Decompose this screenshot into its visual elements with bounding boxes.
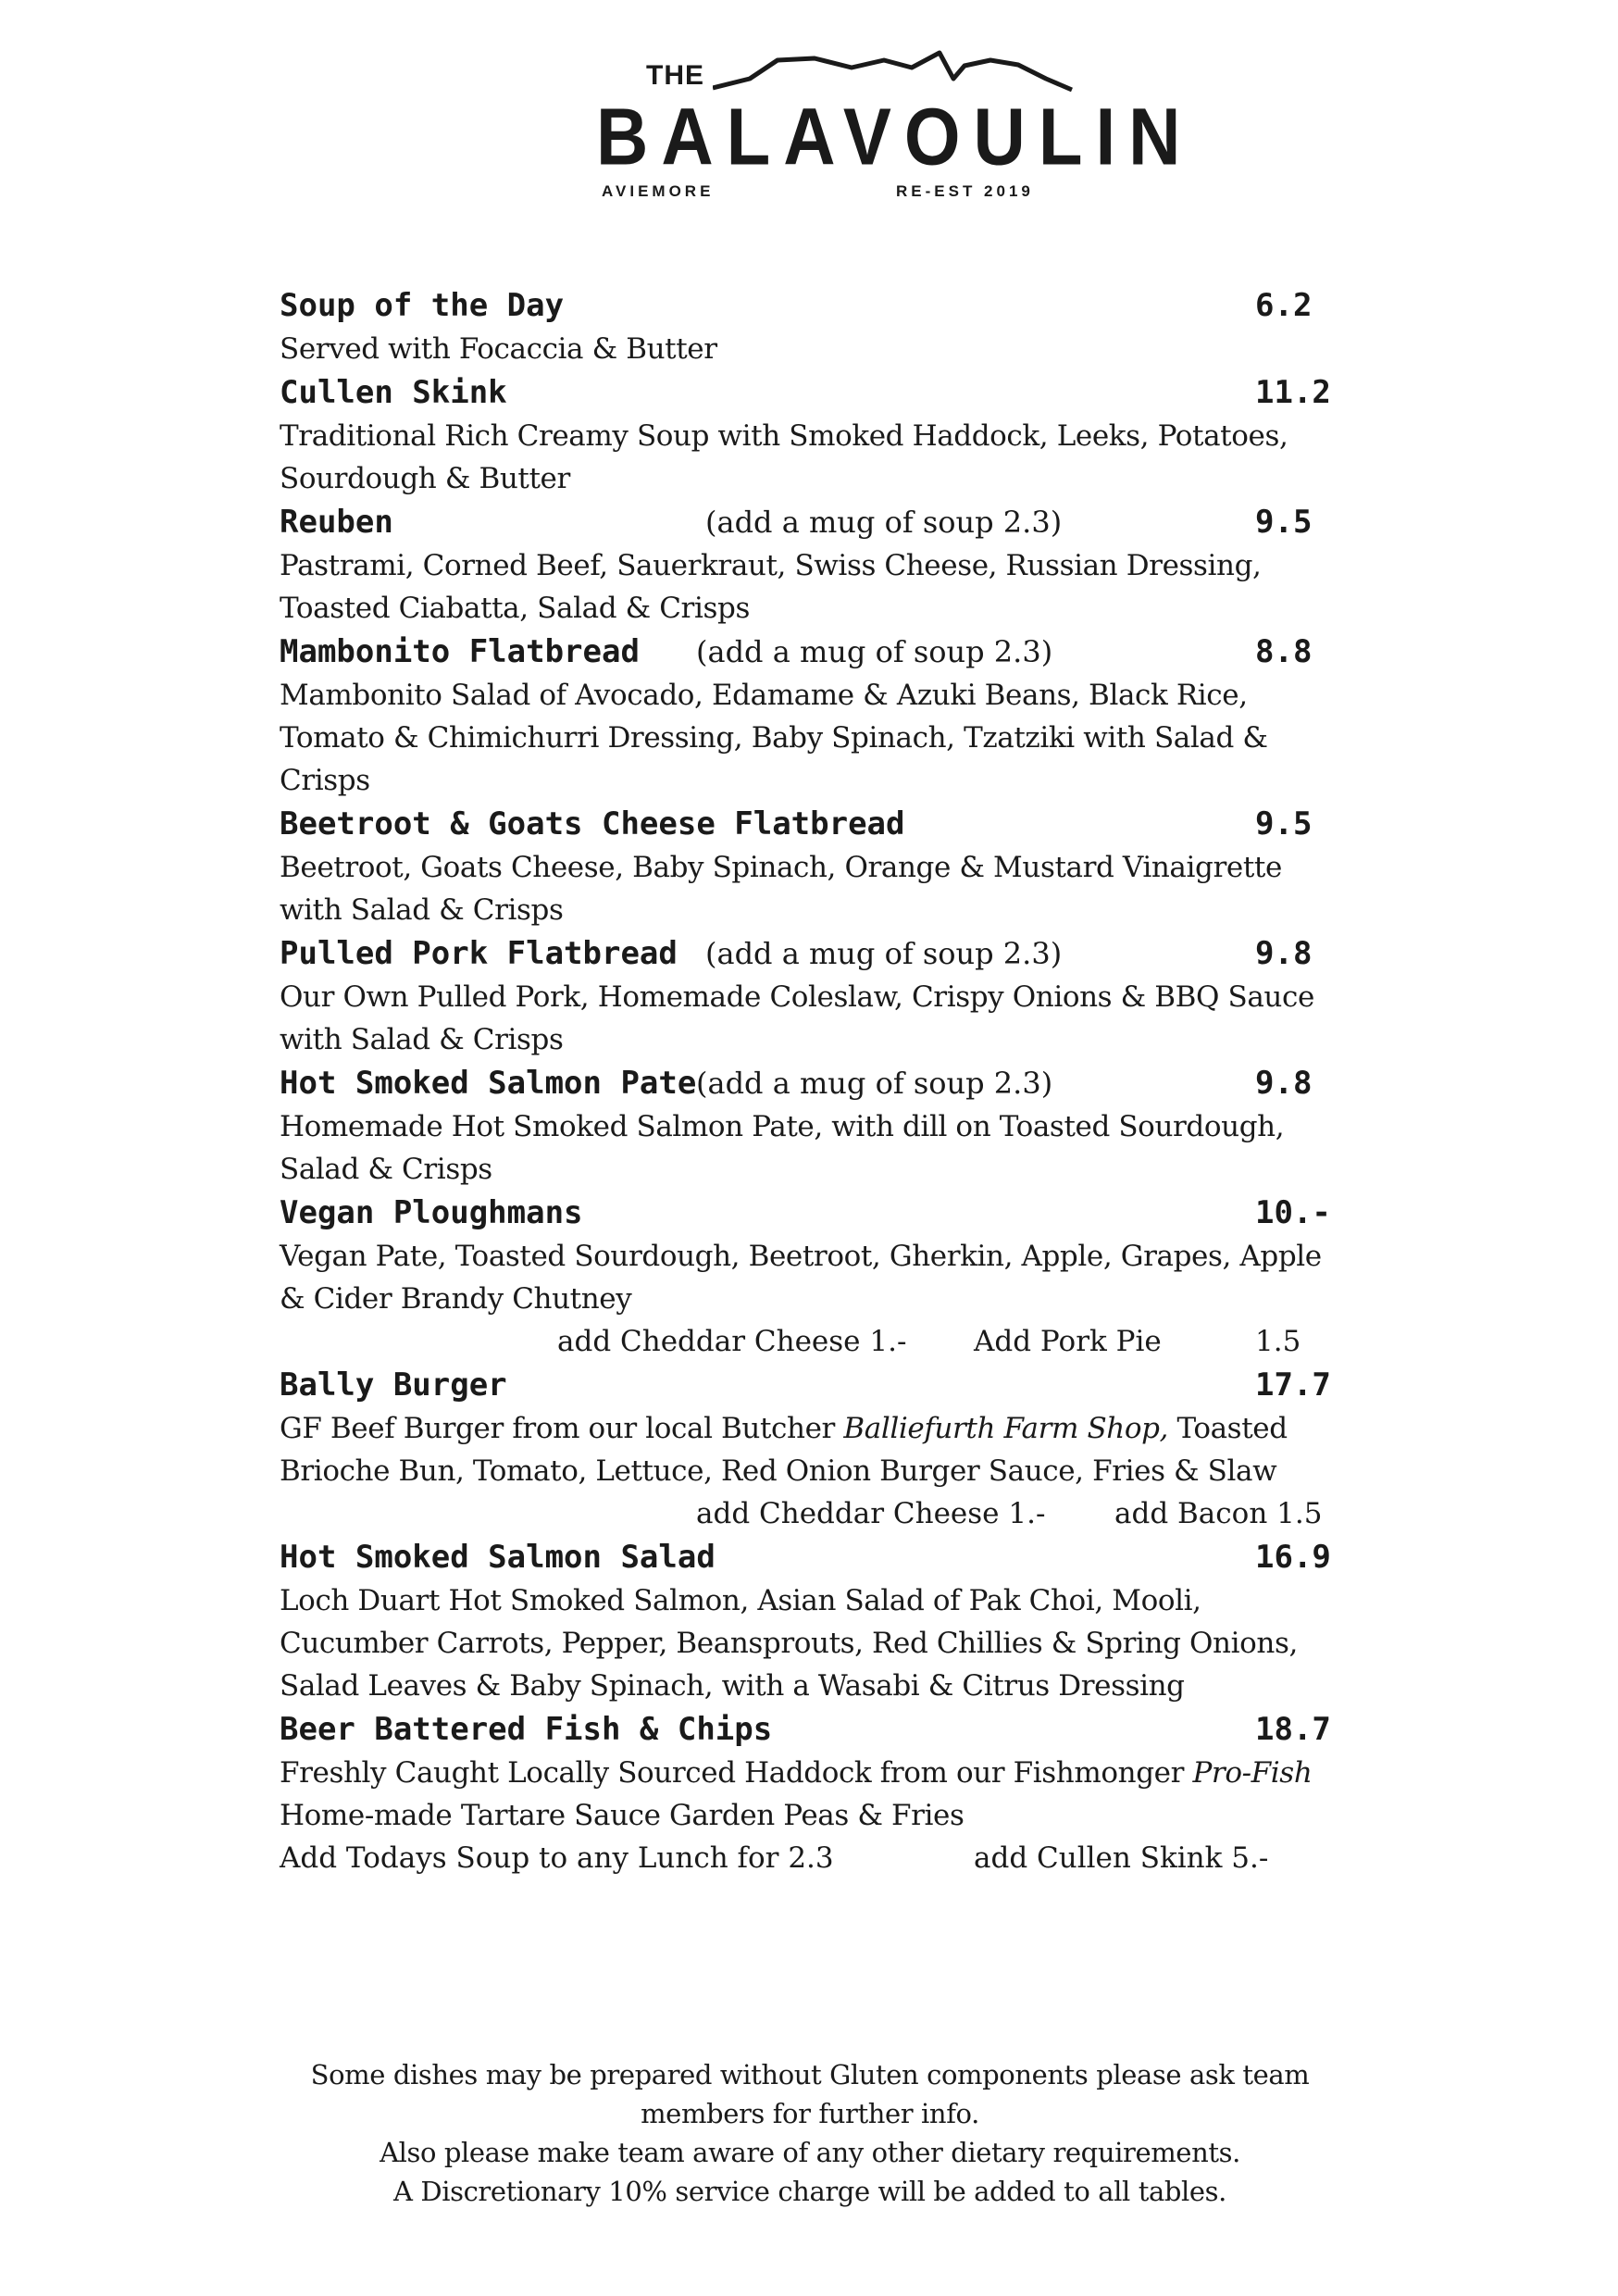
menu-item	[280, 1535, 1344, 1707]
dish-description: Served with Focaccia & Butter	[280, 332, 717, 366]
logo-established: RE-EST 2019	[896, 182, 1034, 200]
footer-notes	[278, 2055, 1342, 2211]
dish-name: Cullen Skink	[280, 374, 507, 411]
dish-description: Mambonito Salad of Avocado, Edamame & Azuki Beans, Black Rice, Tomato & Chimichurri Dressing, Baby Spinach, Tzatziki with Salad & Crisps	[280, 679, 1268, 797]
dish-price: 17.7	[1255, 1366, 1331, 1404]
soup-addon-cullen-skink: add Cullen Skink 5.-	[974, 1841, 1269, 1875]
fishmonger-name: Pro-Fish	[1192, 1756, 1313, 1790]
dish-name: Bally Burger	[280, 1366, 507, 1404]
logo-location: AVIEMORE	[602, 182, 715, 200]
service-charge-note: A Discretionary 10% service charge will be added to all tables.	[393, 2176, 1226, 2207]
dish-price: 9.8	[1255, 1065, 1313, 1102]
extra-pork-pie-price: 1.5	[1255, 1325, 1301, 1358]
mountain-ridge-icon	[713, 42, 1074, 97]
dish-name: Mambonito Flatbread	[280, 633, 640, 670]
dish-name: Beetroot & Goats Cheese Flatbread	[280, 805, 905, 842]
gluten-note-continued: members for further info.	[641, 2098, 979, 2129]
dish-name: Reuben	[280, 504, 393, 541]
dish-price: 6.2	[1255, 287, 1313, 324]
dish-price: 10.-	[1255, 1194, 1331, 1231]
extra-bacon: add Bacon 1.5	[1114, 1497, 1323, 1530]
dish-price: 9.8	[1255, 935, 1313, 972]
dish-price: 9.5	[1255, 504, 1313, 541]
extra-pork-pie: Add Pork Pie	[974, 1325, 1162, 1358]
logo	[555, 42, 1194, 213]
dish-description: Homemade Hot Smoked Salmon Pate, with dill on Toasted Sourdough, Salad & Crisps	[280, 1110, 1285, 1186]
dish-extras	[280, 1320, 1344, 1363]
dish-description: Vegan Pate, Toasted Sourdough, Beetroot, Gherkin, Apple, Grapes, Apple & Cider Brandy Chutney	[280, 1240, 1322, 1316]
dietary-note: Also please make team aware of any other dietary requirements.	[380, 2137, 1240, 2168]
dish-soup-addon: (add a mug of soup 2.3)	[696, 634, 1053, 669]
menu-item	[280, 630, 1344, 802]
dish-price: 16.9	[1255, 1539, 1331, 1576]
menu-item	[280, 802, 1344, 931]
menu-item	[280, 370, 1344, 500]
extra-cheddar: add Cheddar Cheese 1.-	[696, 1497, 1046, 1530]
menu-item	[280, 1363, 1344, 1535]
menu-item	[280, 1707, 1344, 1879]
menu-item	[280, 500, 1344, 630]
gluten-note: Some dishes may be prepared without Gluten components please ask team	[310, 2059, 1310, 2090]
dish-description: Freshly Caught Locally Sourced Haddock from our Fishmonger Pro-Fish Home-made Tartare Sauce Garden Peas & Fries	[280, 1756, 1313, 1832]
menu-list	[280, 283, 1344, 1879]
dish-price: 11.2	[1255, 374, 1331, 411]
dish-description: Traditional Rich Creamy Soup with Smoked Haddock, Leeks, Potatoes, Sourdough & Butter	[280, 419, 1288, 495]
logo-name: BALAVOULIN	[596, 91, 1194, 182]
soup-addon-lunch: Add Todays Soup to any Lunch for 2.3	[280, 1841, 834, 1875]
menu-item	[280, 931, 1344, 1061]
dish-name: Vegan Ploughmans	[280, 1194, 583, 1231]
menu-item	[280, 1191, 1344, 1363]
dish-description: GF Beef Burger from our local Butcher Balliefurth Farm Shop, Toasted Brioche Bun, Tomato, Lettuce, Red Onion Burger Sauce, Fries & Slaw	[280, 1412, 1288, 1488]
dish-extras	[280, 1492, 1344, 1535]
menu-item	[280, 1061, 1344, 1191]
dish-price: 9.5	[1255, 805, 1313, 842]
dish-price: 8.8	[1255, 633, 1313, 670]
dish-soup-addon: (add a mug of soup 2.3)	[705, 936, 1063, 971]
dish-description: Our Own Pulled Pork, Homemade Coleslaw, Crispy Onions & BBQ Sauce with Salad & Crisps	[280, 980, 1314, 1056]
dish-name: Soup of the Day	[280, 287, 565, 324]
butcher-name: Balliefurth Farm Shop,	[843, 1412, 1169, 1445]
dish-description: Beetroot, Goats Cheese, Baby Spinach, Orange & Mustard Vinaigrette with Salad & Crisps	[280, 851, 1282, 927]
extra-cheddar: add Cheddar Cheese 1.-	[557, 1325, 907, 1358]
dish-price: 18.7	[1255, 1711, 1331, 1748]
menu-item	[280, 283, 1344, 370]
dish-description: Loch Duart Hot Smoked Salmon, Asian Salad of Pak Choi, Mooli, Cucumber Carrots, Pepper, Beansprouts, Red Chillies & Spring Onions, Salad Leaves & Baby Spinach, with a Wasabi & Citrus Dressing	[280, 1584, 1298, 1703]
dish-description: Pastrami, Corned Beef, Sauerkraut, Swiss Cheese, Russian Dressing, Toasted Ciabatta, Salad & Crisps	[280, 549, 1262, 625]
dish-name: Beer Battered Fish & Chips	[280, 1711, 773, 1748]
dish-soup-addon: (add a mug of soup 2.3)	[696, 1066, 1053, 1101]
logo-the: THE	[646, 60, 704, 91]
dish-name: Hot Smoked Salmon Salad	[280, 1539, 716, 1576]
dish-soup-addon: (add a mug of soup 2.3)	[705, 505, 1063, 540]
dish-name: Pulled Pork Flatbread	[280, 935, 678, 972]
dish-name: Hot Smoked Salmon Pate	[280, 1065, 697, 1102]
soup-addons	[280, 1837, 1344, 1879]
